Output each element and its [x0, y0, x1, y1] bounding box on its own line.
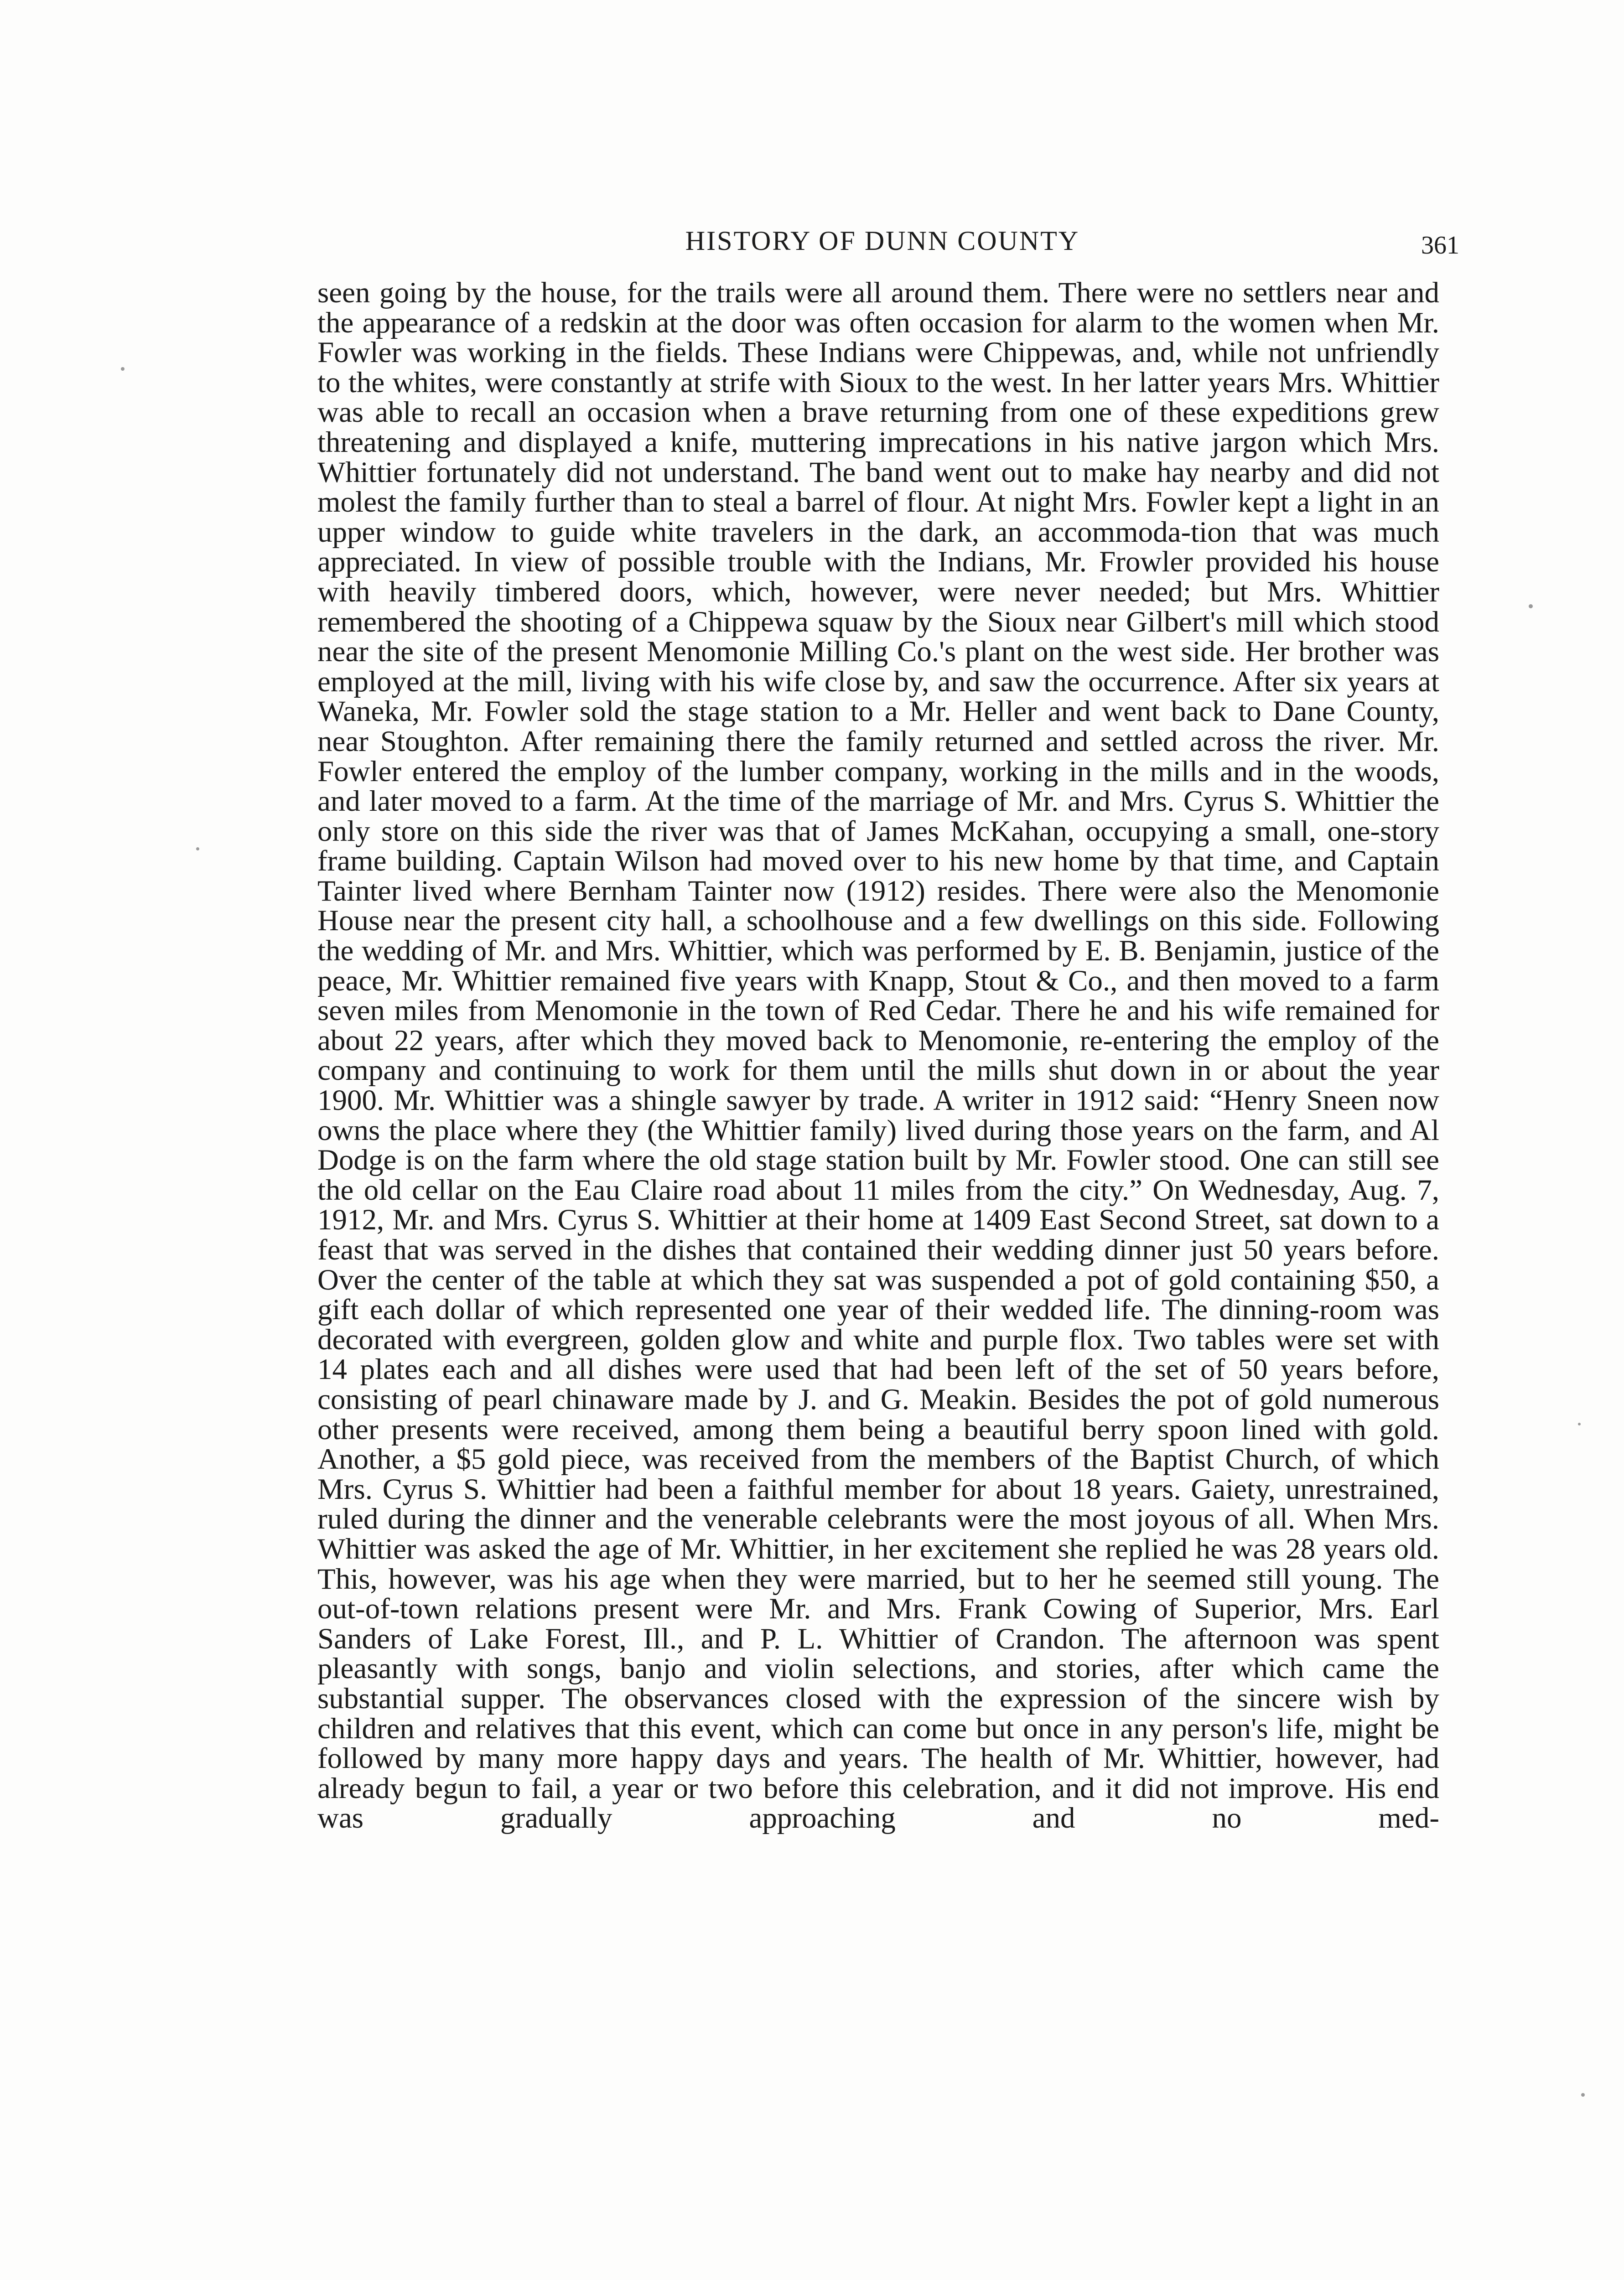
- page-number: 361: [1421, 231, 1459, 259]
- scan-speck: [1578, 1423, 1581, 1425]
- running-head: [319, 223, 1459, 259]
- scan-speck: [1581, 2093, 1585, 2097]
- scan-speck: [121, 367, 125, 371]
- scan-speck: [196, 847, 199, 850]
- running-title: HISTORY OF DUNN COUNTY: [685, 226, 1080, 256]
- body-paragraph: seen going by the house, for the trails were all around them. There were no settlers near and the appearance of a redskin at the door was often occasion for alarm to the women when Mr. Fowler was working in the fields. These Indians were Chippewas, and, while not unfriendly to the whites, were constantly at strife with Sioux to the west. In her latter years Mrs. Whittier was able to recall an occasion when a brave returning from one of these expeditions grew threatening and displayed a knife, muttering imprecations in his native jargon which Mrs. Whittier fortunately did not understand. The band went out to make hay nearby and did not molest the family further than to steal a barrel of flour. At night Mrs. Fowler kept a light in an upper window to guide white travelers in the dark, an accommoda-tion that was much appreciated. In view of possible trouble with the Indians, Mr. Frowler provided his house with heavily timbered doors, which, however, were never needed; but Mrs. Whittier remembered the shooting of a Chippewa squaw by the Sioux near Gilbert's mill which stood near the site of the present Menomonie Milling Co.'s plant on the west side. Her brother was employed at the mill, living with his wife close by, and saw the occurrence. After six years at Waneka, Mr. Fowler sold the stage station to a Mr. Heller and went back to Dane County, near Stoughton. After remaining there the family returned and settled across the river. Mr. Fowler entered the employ of the lumber company, working in the mills and in the woods, and later moved to a farm. At the time of the marriage of Mr. and Mrs. Cyrus S. Whittier the only store on this side the river was that of James McKahan, occupying a small, one-story frame building. Captain Wilson had moved over to his new home by that time, and Captain Tainter lived where Bernham Tainter now (1912) resides. There were also the Menomonie House near the present city hall, a schoolhouse and a few dwellings on this side. Following the wedding of Mr. and Mrs. Whittier, which was performed by E. B. Benjamin, justice of the peace, Mr. Whittier remained five years with Knapp, Stout & Co., and then moved to a farm seven miles from Menomonie in the town of Red Cedar. There he and his wife remained for about 22 years, after which they moved back to Menomonie, re-entering the employ of the company and continuing to work for them until the mills shut down in or about the year 1900. Mr. Whittier was a shingle sawyer by trade. A writer in 1912 said: “Henry Sneen now owns the place where they (the Whittier family) lived during those years on the farm, and Al Dodge is on the farm where the old stage station built by Mr. Fowler stood. One can still see the old cellar on the Eau Claire road about 11 miles from the city.” On Wednesday, Aug. 7, 1912, Mr. and Mrs. Cyrus S. Whittier at their home at 1409 East Second Street, sat down to a feast that was served in the dishes that contained their wedding dinner just 50 years before. Over the center of the table at which they sat was suspended a pot of gold containing $50, a gift each dollar of which represented one year of their wedded life. The dinning-room was decorated with evergreen, golden glow and white and purple flox. Two tables were set with 14 plates each and all dishes were used that had been left of the set of 50 years before, consisting of pearl chinaware made by J. and G. Meakin. Besides the pot of gold numerous other presents were received, among them being a beautiful berry spoon lined with gold. Another, a $5 gold piece, was received from the members of the Baptist Church, of which Mrs. Cyrus S. Whittier had been a faithful member for about 18 years. Gaiety, unrestrained, ruled during the dinner and the venerable celebrants were the most joyous of all. When Mrs. Whittier was asked the age of Mr. Whittier, in her excitement she replied he was 28 years old. This, however, was his age when they were married, but to her he seemed still young. The out-of-town relations present were Mr. and Mrs. Frank Cowing of Superior, Mrs. Earl Sanders of Lake Forest, Ill., and P. L. Whittier of Crandon. The afternoon was spent pleasantly with songs, banjo and violin selections, and stories, after which came the substantial supper. The observances closed with the expression of the sincere wish by children and relatives that this event, which can come but once in any person's life, might be followed by many more happy days and years. The health of Mr. Whittier, however, had already begun to fail, a year or two before this celebration, and it did not improve. His end was gradually approaching and no med-: [317, 276, 1439, 1835]
- scan-speck: [1529, 604, 1533, 608]
